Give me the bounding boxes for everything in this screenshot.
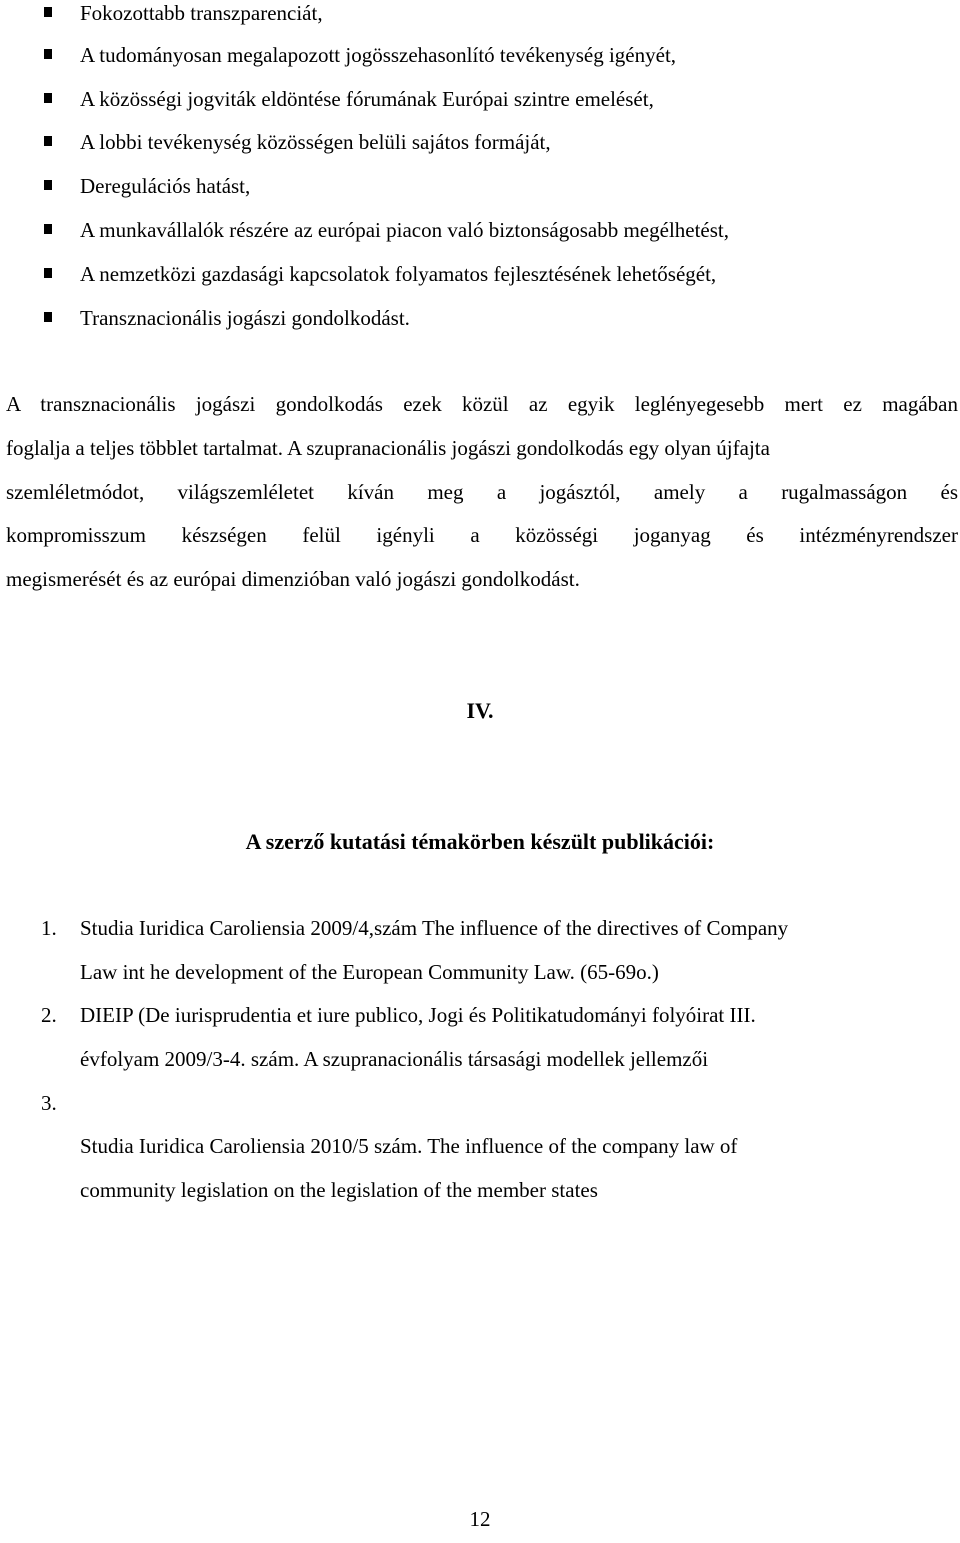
list-item: A tudományosan megalapozott jogösszehasonlító tevékenység igényét,	[0, 40, 940, 70]
square-bullet-icon	[44, 268, 52, 278]
list-item: Deregulációs hatást,	[0, 171, 940, 201]
paragraph-line: A transznacionális jogászi gondolkodás ezek közül az egyik leglényegesebb mert ez magában	[6, 392, 958, 416]
publication-line: DIEIP (De iurisprudentia et iure publico, Jogi és Politikatudományi folyóirat III.	[80, 1003, 756, 1027]
section-title: A szerző kutatási témakörben készült publikációi:	[245, 829, 715, 854]
square-bullet-icon	[44, 93, 52, 103]
publication-number: 1.	[41, 916, 57, 940]
square-bullet-icon	[44, 7, 52, 17]
publication-number: 3.	[41, 1091, 57, 1115]
publication-number: 2.	[41, 1003, 57, 1027]
square-bullet-icon	[44, 136, 52, 146]
list-item: Transznacionális jogászi gondolkodást.	[0, 303, 940, 333]
publication-line: Studia Iuridica Caroliensia 2010/5 szám. The influence of the company law of	[80, 1134, 738, 1158]
square-bullet-icon	[44, 180, 52, 190]
paragraph-line: foglalja a teljes többlet tartalmat. A szupranacionális jogászi gondolkodás egy olyan újfajta	[6, 436, 770, 460]
publication-line: community legislation on the legislation of the member states	[80, 1178, 598, 1202]
list-item: A munkavállalók részére az európai piacon való biztonságosabb megélhetést,	[0, 215, 940, 245]
paragraph-line: kompromisszum készségen felül igényli a közösségi joganyag és intézményrendszer	[6, 523, 958, 547]
list-item: A közösségi jogviták eldöntése fórumának Európai szintre emelését,	[0, 84, 940, 114]
list-item: A nemzetközi gazdasági kapcsolatok folyamatos fejlesztésének lehetőségét,	[0, 259, 940, 289]
publication-line: Law int he development of the European Community Law. (65-69o.)	[80, 960, 659, 984]
publication-line: Studia Iuridica Caroliensia 2009/4,szám The influence of the directives of Company	[80, 916, 789, 940]
publication-line: évfolyam 2009/3-4. szám. A szupranacionális társasági modellek jellemzői	[80, 1047, 709, 1071]
list-item: A lobbi tevékenység közösségen belüli sajátos formáját,	[0, 127, 940, 157]
paragraph-line: megismerését és az európai dimenzióban való jogászi gondolkodást.	[6, 567, 580, 591]
section-number: IV.	[466, 698, 494, 723]
list-item: Fokozottabb transzparenciát,	[0, 0, 940, 28]
square-bullet-icon	[44, 224, 52, 234]
paragraph-line: szemléletmódot, világszemléletet kíván meg a jogásztól, amely a rugalmasságon és	[6, 480, 958, 504]
page-number: 12	[469, 1507, 491, 1531]
square-bullet-icon	[44, 49, 52, 59]
square-bullet-icon	[44, 312, 52, 322]
